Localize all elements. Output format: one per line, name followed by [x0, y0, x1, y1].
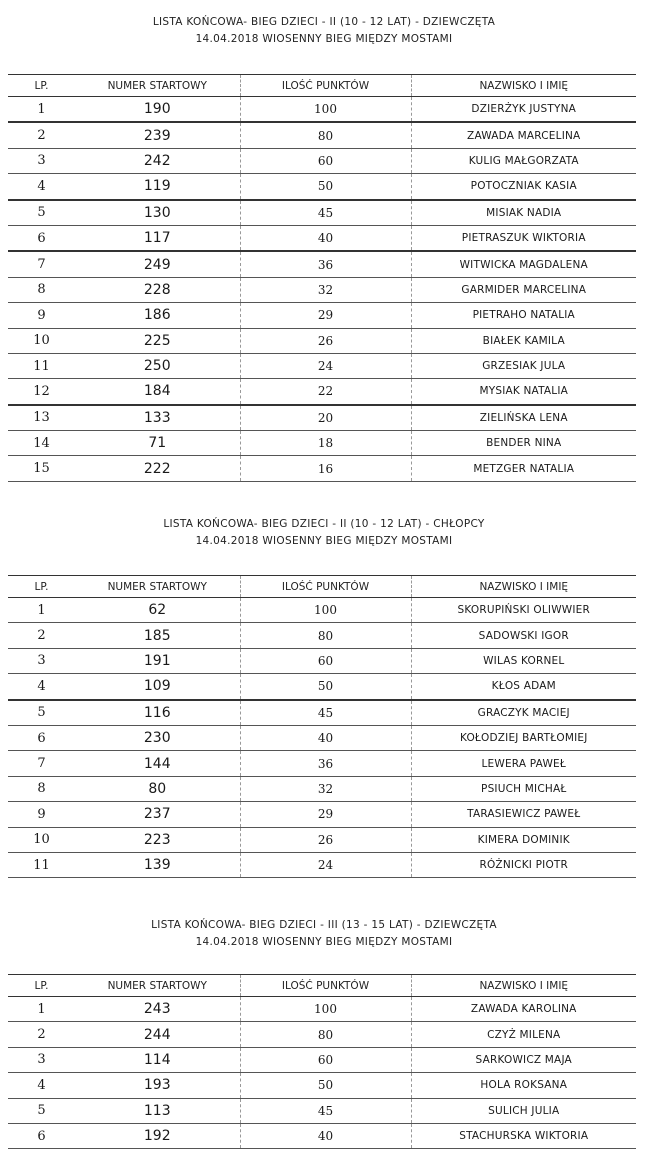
points-cell: 16 — [240, 456, 411, 481]
lp-cell: 13 — [8, 405, 75, 431]
name-cell: GRZESIAK JULA — [411, 353, 636, 378]
points-cell: 60 — [240, 648, 411, 673]
column-header-points: ILOŚĆ PUNKTÓW — [240, 75, 411, 97]
section-title: LISTA KOŃCOWA- BIEG DZIECI - II (10 - 12 LAT) - CHŁOPCY — [163, 518, 485, 530]
lp-cell: 11 — [8, 353, 75, 378]
lp-cell: 2 — [8, 623, 75, 648]
name-cell: PIETRAHO NATALIA — [411, 303, 636, 328]
table-row — [8, 379, 636, 405]
table-row — [8, 148, 636, 173]
bib-number-cell: 223 — [75, 827, 240, 852]
points-cell: 40 — [240, 225, 411, 251]
points-cell: 45 — [240, 200, 411, 226]
points-cell: 45 — [240, 1098, 411, 1123]
name-cell: SKORUPIŃSKI OLIWWIER — [411, 598, 636, 623]
table-row — [8, 725, 636, 750]
name-cell: ZAWADA KAROLINA — [411, 997, 636, 1022]
table-row — [8, 1073, 636, 1098]
points-cell: 80 — [240, 623, 411, 648]
name-cell: BENDER NINA — [411, 431, 636, 456]
name-cell: PSIUCH MICHAŁ — [411, 776, 636, 801]
points-cell: 80 — [240, 1022, 411, 1047]
bib-number-cell: 190 — [75, 97, 240, 123]
table-row — [8, 431, 636, 456]
results-table — [8, 974, 636, 1149]
lp-cell: 9 — [8, 303, 75, 328]
section-subtitle: 14.04.2018 WIOSENNY BIEG MIĘDZY MOSTAMI — [195, 936, 453, 948]
name-cell: CZYŻ MILENA — [411, 1022, 636, 1047]
name-cell: KŁOS ADAM — [411, 674, 636, 700]
bib-number-cell: 228 — [75, 277, 240, 302]
bib-number-cell: 250 — [75, 353, 240, 378]
lp-cell: 1 — [8, 997, 75, 1022]
lp-cell: 6 — [8, 1123, 75, 1148]
name-cell: METZGER NATALIA — [411, 456, 636, 481]
points-cell: 60 — [240, 148, 411, 173]
section-heading — [0, 14, 648, 48]
table-row — [8, 200, 636, 226]
column-header-name: NAZWISKO I IMIĘ — [411, 75, 636, 97]
column-header-points: ILOŚĆ PUNKTÓW — [240, 576, 411, 598]
lp-cell: 7 — [8, 751, 75, 776]
bib-number-cell: 185 — [75, 623, 240, 648]
points-cell: 45 — [240, 700, 411, 726]
lp-cell: 3 — [8, 1047, 75, 1072]
points-cell: 20 — [240, 405, 411, 431]
section-heading — [0, 516, 648, 550]
bib-number-cell: 130 — [75, 200, 240, 226]
bib-number-cell: 144 — [75, 751, 240, 776]
table-row — [8, 598, 636, 623]
bib-number-cell: 243 — [75, 997, 240, 1022]
column-header-lp: LP. — [8, 975, 75, 997]
table-row — [8, 802, 636, 827]
table-row — [8, 225, 636, 251]
bib-number-cell: 192 — [75, 1123, 240, 1148]
results-table — [8, 575, 636, 878]
bib-number-cell: 230 — [75, 725, 240, 750]
lp-cell: 1 — [8, 97, 75, 123]
lp-cell: 8 — [8, 277, 75, 302]
name-cell: WITWICKA MAGDALENA — [411, 251, 636, 277]
bib-number-cell: 62 — [75, 598, 240, 623]
bib-number-cell: 114 — [75, 1047, 240, 1072]
table-row — [8, 122, 636, 148]
name-cell: SULICH JULIA — [411, 1098, 636, 1123]
points-cell: 60 — [240, 1047, 411, 1072]
table-header-row — [8, 975, 636, 997]
lp-cell: 12 — [8, 379, 75, 405]
name-cell: ZIELIŃSKA LENA — [411, 405, 636, 431]
table-row — [8, 277, 636, 302]
column-header-bib-number: NUMER STARTOWY — [75, 975, 240, 997]
name-cell: SARKOWICZ MAJA — [411, 1047, 636, 1072]
section-subtitle: 14.04.2018 WIOSENNY BIEG MIĘDZY MOSTAMI — [195, 535, 453, 547]
points-cell: 29 — [240, 802, 411, 827]
table-row — [8, 674, 636, 700]
points-cell: 40 — [240, 1123, 411, 1148]
name-cell: PIETRASZUK WIKTORIA — [411, 225, 636, 251]
points-cell: 32 — [240, 776, 411, 801]
table-row — [8, 751, 636, 776]
section-title: LISTA KOŃCOWA- BIEG DZIECI - II (10 - 12 LAT) - DZIEWCZĘTA — [152, 16, 496, 28]
lp-cell: 5 — [8, 700, 75, 726]
bib-number-cell: 225 — [75, 328, 240, 353]
points-cell: 100 — [240, 598, 411, 623]
table-row — [8, 174, 636, 200]
table-row — [8, 328, 636, 353]
table-row — [8, 1022, 636, 1047]
table-row — [8, 303, 636, 328]
section-title: LISTA KOŃCOWA- BIEG DZIECI - III (13 - 15 LAT) - DZIEWCZĘTA — [151, 919, 497, 931]
bib-number-cell: 242 — [75, 148, 240, 173]
bib-number-cell: 71 — [75, 431, 240, 456]
points-cell: 36 — [240, 251, 411, 277]
lp-cell: 6 — [8, 725, 75, 750]
lp-cell: 10 — [8, 827, 75, 852]
bib-number-cell: 119 — [75, 174, 240, 200]
points-cell: 80 — [240, 122, 411, 148]
name-cell: MYSIAK NATALIA — [411, 379, 636, 405]
bib-number-cell: 222 — [75, 456, 240, 481]
name-cell: SADOWSKI IGOR — [411, 623, 636, 648]
table-row — [8, 648, 636, 673]
column-header-points: ILOŚĆ PUNKTÓW — [240, 975, 411, 997]
bib-number-cell: 139 — [75, 852, 240, 877]
table-row — [8, 251, 636, 277]
lp-cell: 4 — [8, 174, 75, 200]
table-row — [8, 1123, 636, 1148]
lp-cell: 15 — [8, 456, 75, 481]
lp-cell: 3 — [8, 648, 75, 673]
name-cell: ZAWADA MARCELINA — [411, 122, 636, 148]
name-cell: WILAS KORNEL — [411, 648, 636, 673]
section-subtitle: 14.04.2018 WIOSENNY BIEG MIĘDZY MOSTAMI — [195, 33, 453, 45]
points-cell: 40 — [240, 725, 411, 750]
name-cell: KULIG MAŁGORZATA — [411, 148, 636, 173]
bib-number-cell: 191 — [75, 648, 240, 673]
points-cell: 24 — [240, 852, 411, 877]
name-cell: KIMERA DOMINIK — [411, 827, 636, 852]
bib-number-cell: 184 — [75, 379, 240, 405]
points-cell: 36 — [240, 751, 411, 776]
table-row — [8, 353, 636, 378]
name-cell: LEWERA PAWEŁ — [411, 751, 636, 776]
bib-number-cell: 116 — [75, 700, 240, 726]
column-header-name: NAZWISKO I IMIĘ — [411, 975, 636, 997]
name-cell: POTOCZNIAK KASIA — [411, 174, 636, 200]
points-cell: 50 — [240, 1073, 411, 1098]
table-row — [8, 405, 636, 431]
column-header-lp: LP. — [8, 576, 75, 598]
points-cell: 24 — [240, 353, 411, 378]
bib-number-cell: 237 — [75, 802, 240, 827]
name-cell: TARASIEWICZ PAWEŁ — [411, 802, 636, 827]
lp-cell: 14 — [8, 431, 75, 456]
lp-cell: 3 — [8, 148, 75, 173]
name-cell: MISIAK NADIA — [411, 200, 636, 226]
table-row — [8, 997, 636, 1022]
lp-cell: 9 — [8, 802, 75, 827]
lp-cell: 6 — [8, 225, 75, 251]
table-row — [8, 700, 636, 726]
table-row — [8, 456, 636, 481]
table-row — [8, 97, 636, 123]
name-cell: STACHURSKA WIKTORIA — [411, 1123, 636, 1148]
points-cell: 50 — [240, 674, 411, 700]
bib-number-cell: 186 — [75, 303, 240, 328]
bib-number-cell: 244 — [75, 1022, 240, 1047]
points-cell: 18 — [240, 431, 411, 456]
table-header-row — [8, 75, 636, 97]
results-section-3 — [0, 905, 648, 1160]
name-cell: GARMIDER MARCELINA — [411, 277, 636, 302]
bib-number-cell: 193 — [75, 1073, 240, 1098]
table-row — [8, 623, 636, 648]
bib-number-cell: 239 — [75, 122, 240, 148]
column-header-bib-number: NUMER STARTOWY — [75, 75, 240, 97]
lp-cell: 1 — [8, 598, 75, 623]
table-row — [8, 1098, 636, 1123]
points-cell: 29 — [240, 303, 411, 328]
table-row — [8, 852, 636, 877]
lp-cell: 11 — [8, 852, 75, 877]
table-row — [8, 827, 636, 852]
bib-number-cell: 109 — [75, 674, 240, 700]
column-header-bib-number: NUMER STARTOWY — [75, 576, 240, 598]
lp-cell: 2 — [8, 122, 75, 148]
lp-cell: 4 — [8, 674, 75, 700]
lp-cell: 4 — [8, 1073, 75, 1098]
bib-number-cell: 133 — [75, 405, 240, 431]
lp-cell: 5 — [8, 200, 75, 226]
lp-cell: 5 — [8, 1098, 75, 1123]
points-cell: 50 — [240, 174, 411, 200]
name-cell: DZIERŻYK JUSTYNA — [411, 97, 636, 123]
lp-cell: 2 — [8, 1022, 75, 1047]
bib-number-cell: 80 — [75, 776, 240, 801]
table-header-row — [8, 576, 636, 598]
points-cell: 100 — [240, 97, 411, 123]
lp-cell: 10 — [8, 328, 75, 353]
name-cell: HOLA ROKSANA — [411, 1073, 636, 1098]
column-header-name: NAZWISKO I IMIĘ — [411, 576, 636, 598]
points-cell: 26 — [240, 827, 411, 852]
lp-cell: 8 — [8, 776, 75, 801]
name-cell: GRACZYK MACIEJ — [411, 700, 636, 726]
name-cell: BIAŁEK KAMILA — [411, 328, 636, 353]
name-cell: KOŁODZIEJ BARTŁOMIEJ — [411, 725, 636, 750]
section-heading — [0, 917, 648, 951]
points-cell: 26 — [240, 328, 411, 353]
bib-number-cell: 117 — [75, 225, 240, 251]
points-cell: 100 — [240, 997, 411, 1022]
bib-number-cell: 113 — [75, 1098, 240, 1123]
column-header-lp: LP. — [8, 75, 75, 97]
table-row — [8, 776, 636, 801]
table-row — [8, 1047, 636, 1072]
results-section-1 — [0, 0, 648, 490]
points-cell: 32 — [240, 277, 411, 302]
results-section-2 — [0, 505, 648, 885]
lp-cell: 7 — [8, 251, 75, 277]
bib-number-cell: 249 — [75, 251, 240, 277]
points-cell: 22 — [240, 379, 411, 405]
name-cell: RÓŻNICKI PIOTR — [411, 852, 636, 877]
results-table — [8, 74, 636, 482]
